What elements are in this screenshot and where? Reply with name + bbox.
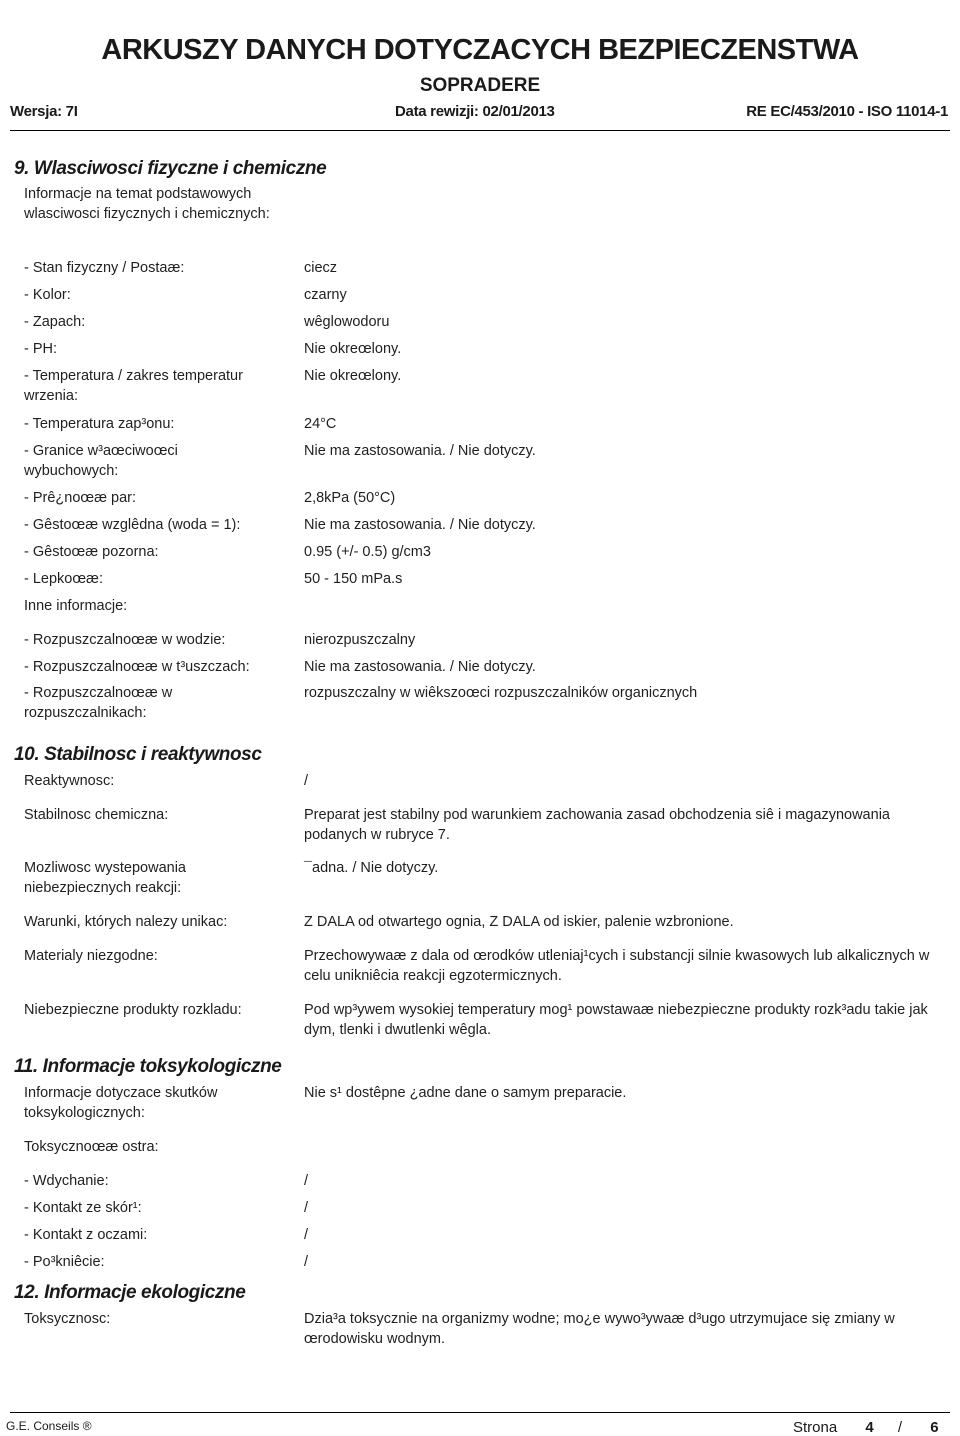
label-color: - Kolor: xyxy=(24,287,71,303)
value-conditions-to-avoid: Z DALA od otwartego ognia, Z DALA od iskier, palenie wzbronione. xyxy=(304,914,734,930)
value-odor: wêglowodoru xyxy=(304,314,390,330)
label-inhalation: - Wdychanie: xyxy=(24,1173,109,1189)
revision-date: Data rewizji: 02/01/2013 xyxy=(395,103,555,120)
page-total: 6 xyxy=(930,1419,939,1436)
value-flash-point: 24°C xyxy=(304,416,337,432)
label-boiling-range: - Temperatura / zakres temperatur wrzenia: xyxy=(24,368,243,404)
label-ingestion: - Po³kniêcie: xyxy=(24,1254,105,1270)
label-odor: - Zapach: xyxy=(24,314,86,330)
section-10-title: 10. Stabilnosc i reaktywnosc xyxy=(14,744,262,765)
page-number: 4 xyxy=(865,1419,874,1436)
header-divider xyxy=(10,130,950,131)
value-decomposition-products: Pod wp³ywem wysokiej temperatury mog¹ powstawaæ niebezpieczne produkty rozk³adu takie jak dym, tlenki i dwutlenki wêgla. xyxy=(304,1002,928,1038)
value-reactivity: / xyxy=(304,773,309,789)
label-reactivity: Reaktywnosc: xyxy=(24,773,115,789)
value-ph: Nie okreœlony. xyxy=(304,341,402,357)
value-vapor-pressure: 2,8kPa (50°C) xyxy=(304,490,396,506)
section-9-title: 9. Wlasciwosci fizyczne i chemiczne xyxy=(14,158,327,179)
label-eye-contact: - Kontakt z oczami: xyxy=(24,1227,148,1243)
value-skin-contact: / xyxy=(304,1200,309,1216)
page-separator: / xyxy=(897,1419,903,1436)
label-flash-point: - Temperatura zap³onu: xyxy=(24,416,175,432)
document-title: ARKUSZY DANYCH DOTYCZACYCH BEZPIECZENSTWA xyxy=(101,34,859,66)
value-water-solubility: nierozpuszczalny xyxy=(304,632,416,648)
label-ecotoxicity: Toksycznosc: xyxy=(24,1311,111,1327)
value-bulk-density: 0.95 (+/- 0.5) g/cm3 xyxy=(304,544,431,560)
version: Wersja: 7I xyxy=(10,103,78,120)
value-incompatible-materials: Przechowywaæ z dala od œrodków utleniaj¹cych i substancji silnie kwasowych lub alkalicznych w celu unikniêcia reakcji egzotermicznych. xyxy=(304,948,930,984)
section-11-title: 11. Informacje toksykologiczne xyxy=(14,1056,282,1077)
value-chemical-stability: Preparat jest stabilny pod warunkiem zachowania zasad obchodzenia siê i magazynowania podanych w rubryce 7. xyxy=(304,807,890,843)
label-physical-state: - Stan fizyczny / Postaæ: xyxy=(24,260,185,276)
value-physical-state: ciecz xyxy=(304,260,338,276)
value-solvent-solubility: rozpuszczalny w wiêkszoœci rozpuszczalników organicznych xyxy=(304,685,698,701)
label-water-solubility: - Rozpuszczalnoœæ w wodzie: xyxy=(24,632,226,648)
label-viscosity: - Lepkoœæ: xyxy=(24,571,103,587)
label-chemical-stability: Stabilnosc chemiczna: xyxy=(24,807,169,823)
label-incompatible-materials: Materialy niezgodne: xyxy=(24,948,158,964)
value-relative-density: Nie ma zastosowania. / Nie dotyczy. xyxy=(304,517,536,533)
value-explosive-limits: Nie ma zastosowania. / Nie dotyczy. xyxy=(304,443,536,459)
value-fat-solubility: Nie ma zastosowania. / Nie dotyczy. xyxy=(304,659,536,675)
label-toxicological-info: Informacje dotyczace skutków toksykologicznych: xyxy=(24,1085,218,1121)
label-decomposition-products: Niebezpieczne produkty rozkladu: xyxy=(24,1002,242,1018)
section-9-intro: Informacje na temat podstawowych wlasciwosci fizycznych i chemicznych: xyxy=(24,186,270,222)
label-hazardous-reactions: Mozliwosc wystepowania niebezpiecznych reakcji: xyxy=(24,860,186,896)
page-indicator xyxy=(793,1419,939,1436)
label-explosive-limits: - Granice w³aœciwoœci wybuchowych: xyxy=(24,443,178,479)
label-fat-solubility: - Rozpuszczalnoœæ w t³uszczach: xyxy=(24,659,250,675)
label-bulk-density: - Gêstoœæ pozorna: xyxy=(24,544,159,560)
label-ph: - PH: xyxy=(24,341,58,357)
footer-divider xyxy=(10,1412,950,1413)
acute-toxicity-heading: Toksycznoœæ ostra: xyxy=(24,1139,159,1155)
value-eye-contact: / xyxy=(304,1227,309,1243)
label-skin-contact: - Kontakt ze skór¹: xyxy=(24,1200,142,1216)
page-word: Strona xyxy=(793,1419,838,1436)
value-toxicological-info: Nie s¹ dostêpne ¿adne dane o samym preparacie. xyxy=(304,1085,627,1101)
section-12-title: 12. Informacje ekologiczne xyxy=(14,1282,246,1303)
regulation: RE EC/453/2010 - ISO 11014-1 xyxy=(746,103,948,120)
value-ingestion: / xyxy=(304,1254,309,1270)
value-boiling-range: Nie okreœlony. xyxy=(304,368,402,384)
company-name: G.E. Conseils ® xyxy=(6,1419,92,1433)
value-ecotoxicity: Dzia³a toksycznie na organizmy wodne; mo¿e wywo³ywaæ d³ugo utrzymujace się zmiany w œrodowisku wodnym. xyxy=(304,1311,895,1347)
other-info-heading: Inne informacje: xyxy=(24,598,128,614)
label-conditions-to-avoid: Warunki, których nalezy unikac: xyxy=(24,914,228,930)
value-viscosity: 50 - 150 mPa.s xyxy=(304,571,403,587)
label-vapor-pressure: - Prê¿noœæ par: xyxy=(24,490,136,506)
label-solvent-solubility: - Rozpuszczalnoœæ w rozpuszczalnikach: xyxy=(24,685,173,721)
value-inhalation: / xyxy=(304,1173,309,1189)
product-name: SOPRADERE xyxy=(419,75,541,96)
value-hazardous-reactions: ¯adna. / Nie dotyczy. xyxy=(304,860,439,876)
label-relative-density: - Gêstoœæ wzglêdna (woda = 1): xyxy=(24,517,241,533)
value-color: czarny xyxy=(304,287,347,303)
